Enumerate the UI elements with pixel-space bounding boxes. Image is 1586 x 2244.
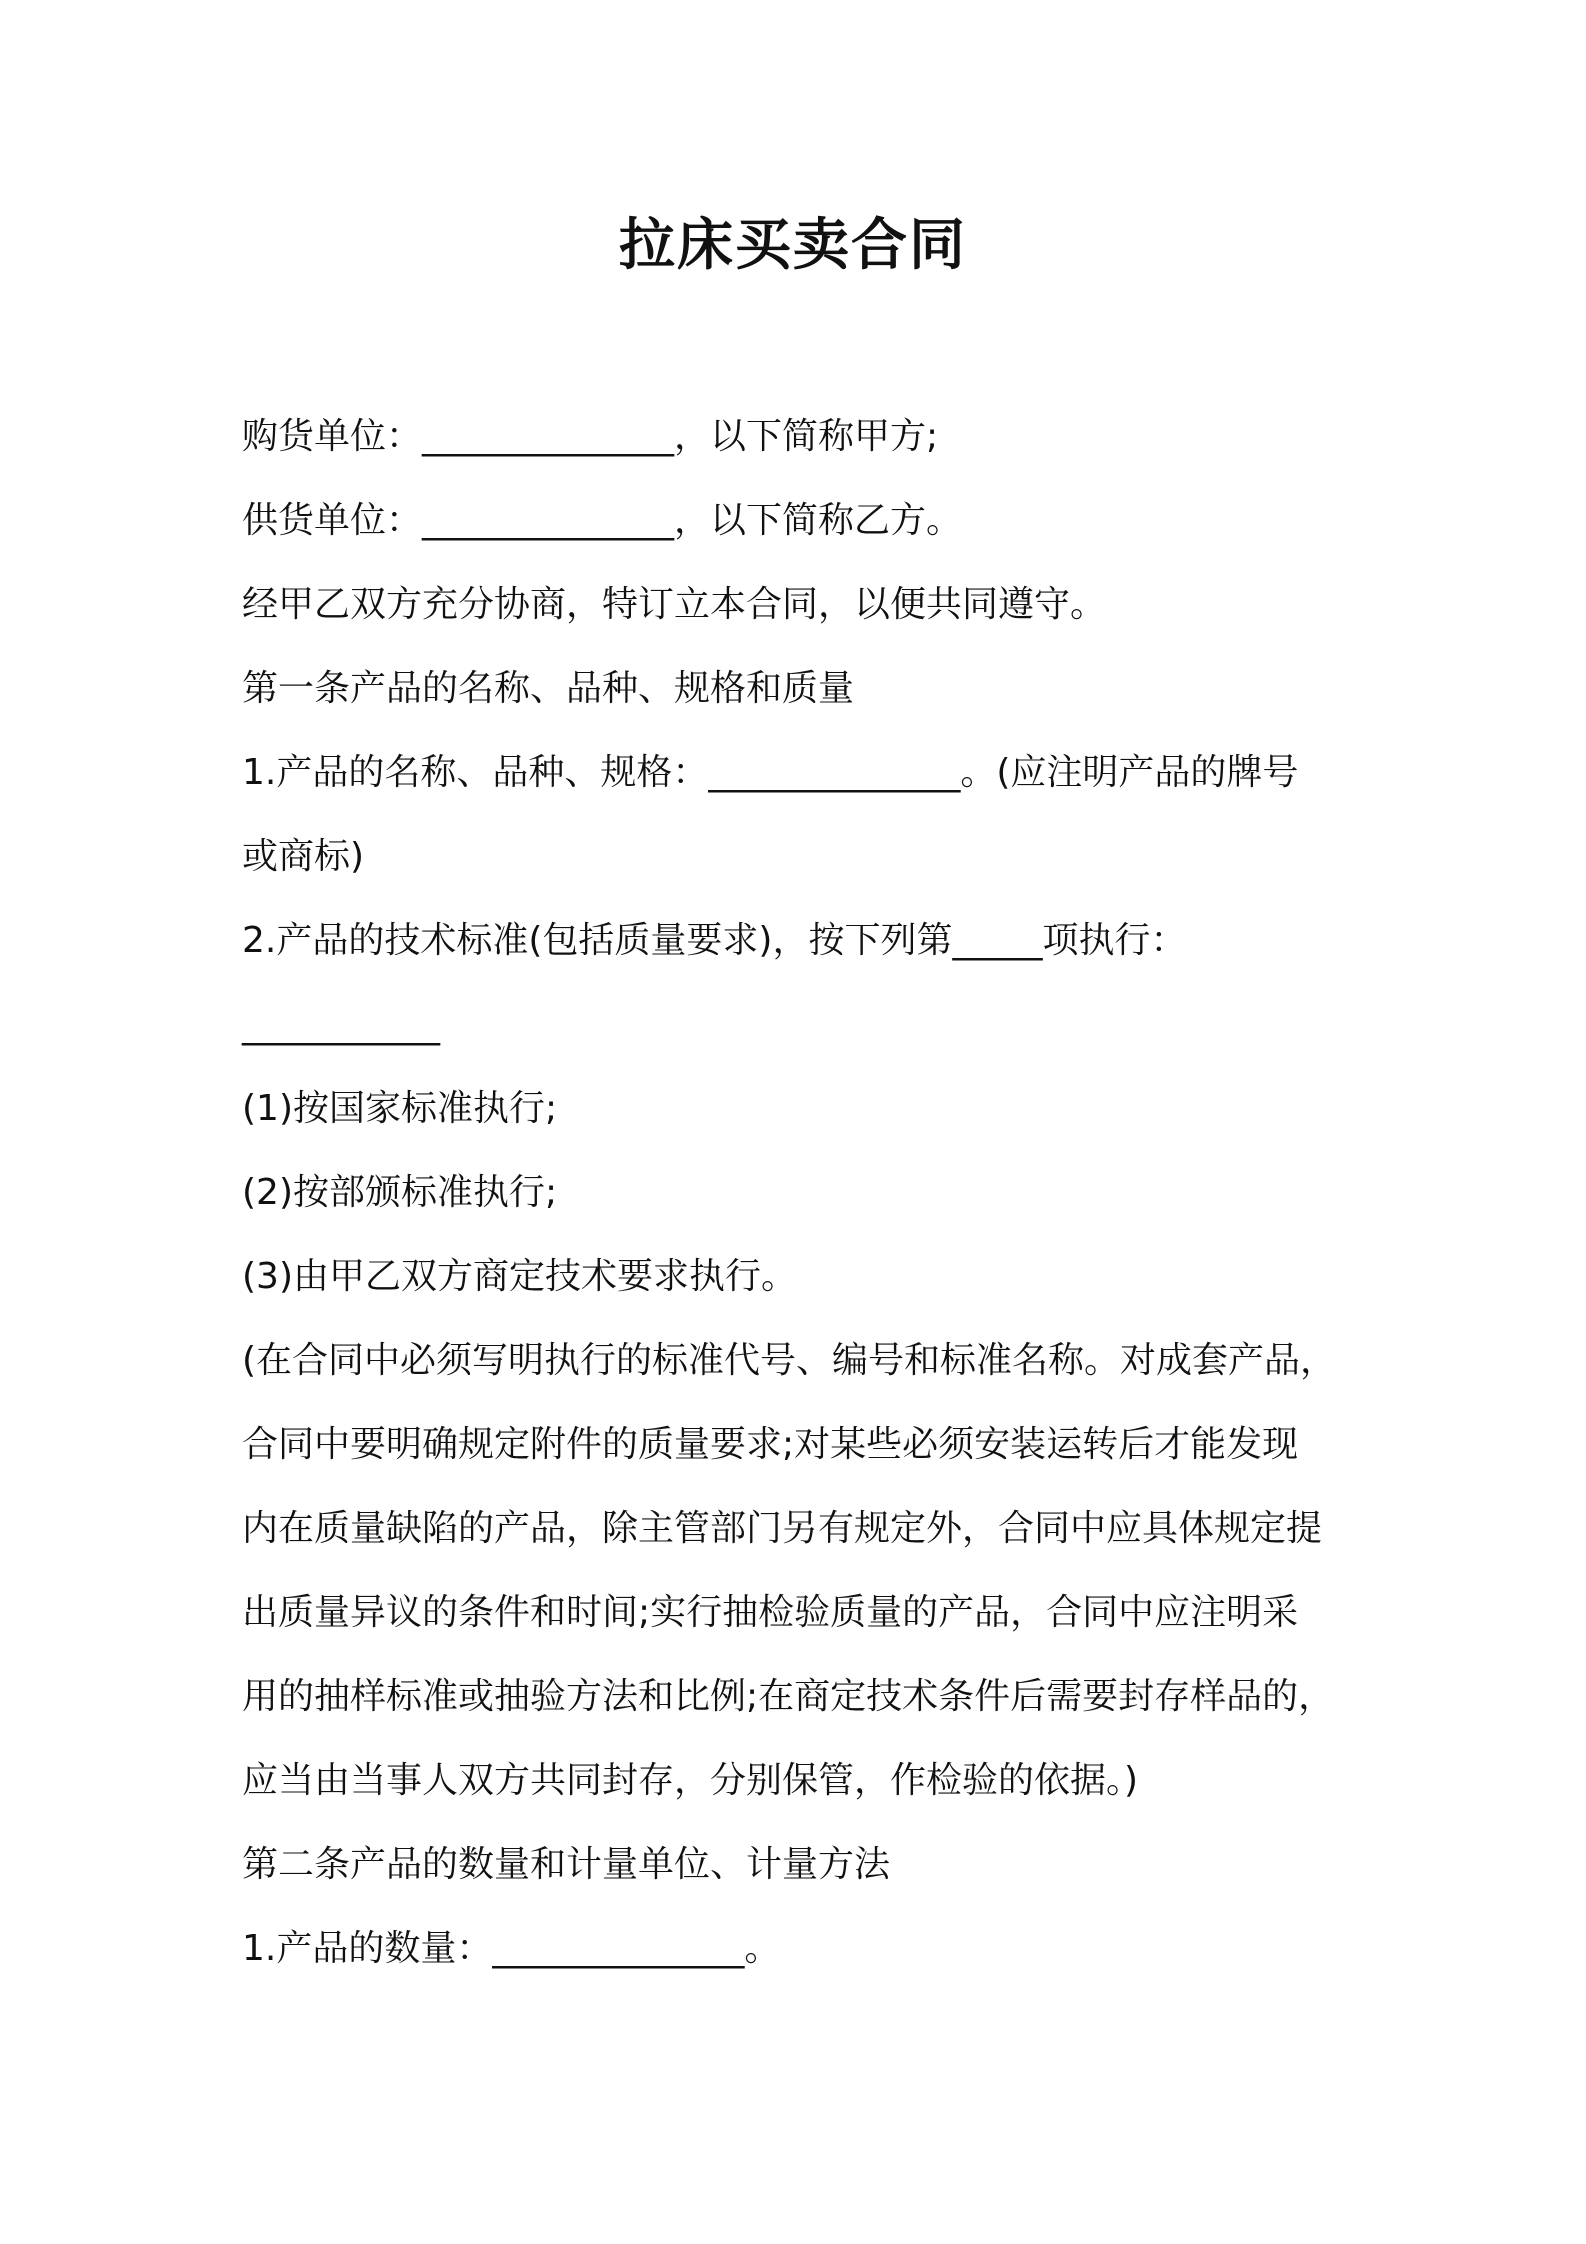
supplier-line: 供货单位：______________，以下简称乙方。 (242, 500, 963, 541)
clause-1-1-continuation: 或商标) (242, 836, 365, 877)
note-line-5: 用的抽样标准或抽验方法和比例;在商定技术条件后需要封存样品的， (242, 1676, 1335, 1717)
option-1-line: (1)按国家标准执行; (242, 1088, 558, 1129)
clause-1-1-line: 1.产品的名称、品种、规格：______________。(应注明产品的牌号 (242, 752, 1299, 793)
note-line-4: 出质量异议的条件和时间;实行抽检验质量的产品，合同中应注明采 (242, 1592, 1299, 1633)
note-line-1: (在合同中必须写明执行的标准代号、编号和标准名称。对成套产品， (242, 1340, 1337, 1381)
document-title: 拉床买卖合同 (619, 213, 967, 278)
clause-2-1-line: 1.产品的数量：______________。 (242, 1928, 781, 1969)
buyer-line: 购货单位：______________，以下简称甲方; (242, 416, 939, 457)
note-line-3: 内在质量缺陷的产品，除主管部门另有规定外，合同中应具体规定提 (242, 1508, 1323, 1549)
note-line-6: 应当由当事人双方共同封存，分别保管，作检验的依据。) (242, 1760, 1139, 1801)
option-2-line: (2)按部颁标准执行; (242, 1172, 558, 1213)
option-3-line: (3)由甲乙双方商定技术要求执行。 (242, 1256, 797, 1297)
note-line-2: 合同中要明确规定附件的质量要求;对某些必须安装运转后才能发现 (242, 1424, 1299, 1465)
blank-fill-line: ___________ (242, 1005, 440, 1046)
clause-1-2-line: 2.产品的技术标准(包括质量要求)，按下列第_____项执行： (242, 920, 1187, 961)
article-1-heading: 第一条产品的名称、品种、规格和质量 (242, 668, 855, 709)
article-2-heading: 第二条产品的数量和计量单位、计量方法 (242, 1844, 891, 1885)
agreement-line: 经甲乙双方充分协商，特订立本合同，以便共同遵守。 (242, 584, 1107, 625)
